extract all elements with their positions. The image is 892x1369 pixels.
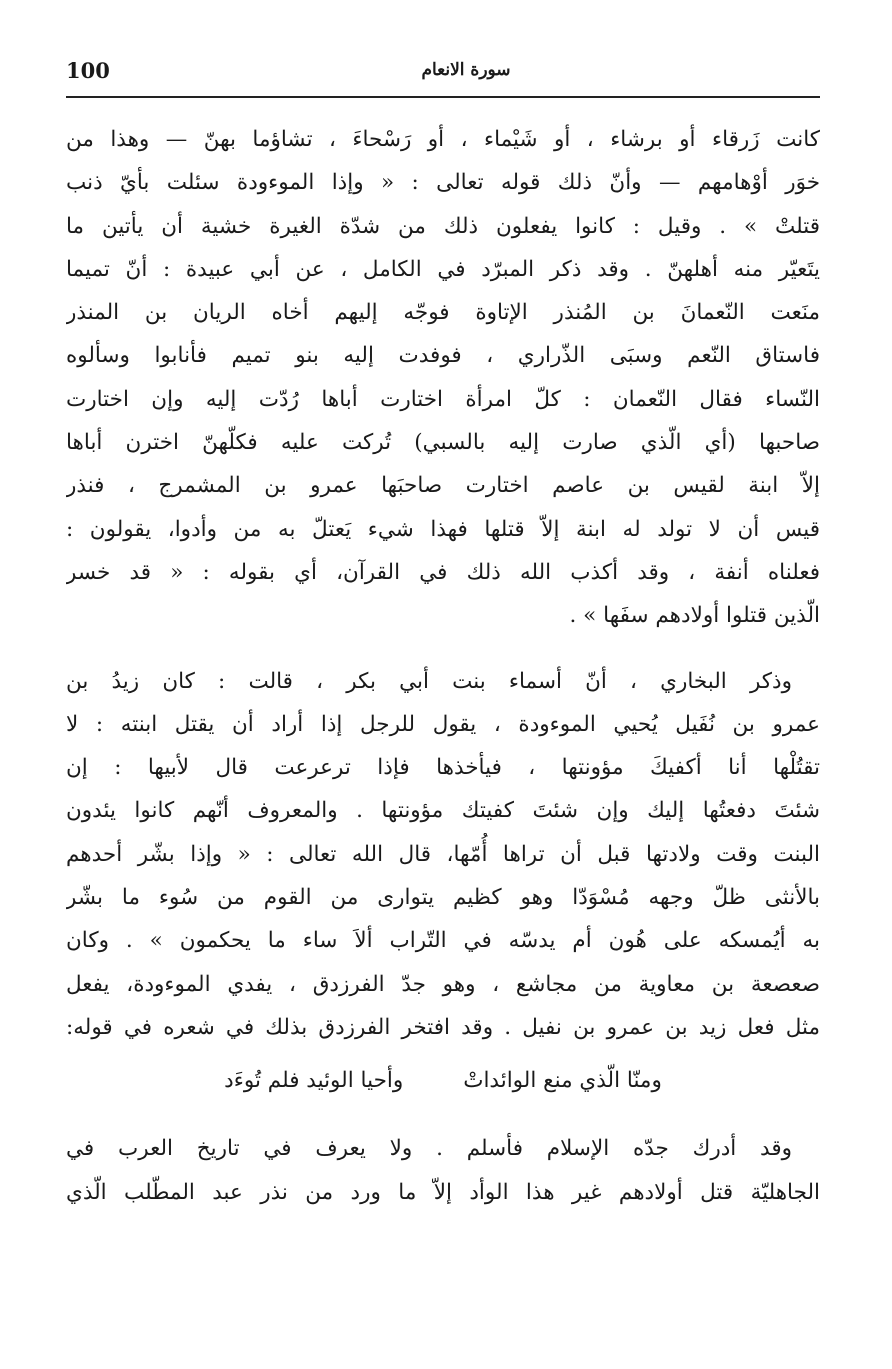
paragraph-spacer — [66, 1109, 820, 1127]
text-line: كانت زَرقاء أو برشاء ، أو شَيْماء ، أو رَسْحاءَ ، تشاؤما بهنّ — وهذا من — [66, 127, 820, 152]
text-line: خوَر أوْهامهم — وأنّ ذلك قوله تعالى : « وإذا الموءودة سئلت بأيّ ذنب — [66, 170, 820, 196]
paragraph-1 — [66, 118, 820, 638]
running-title: سورة الانعام — [421, 60, 511, 80]
text-line: تقتُلْها أنا أكفيكَ مؤونتها ، فيأخذها فإذا ترعرعت قال لأبيها : إن — [66, 755, 820, 781]
text-line: منَعت النّعمانَ بن المُنذر الإتاوة فوجّه إليهم أخاه الريان بن المنذر — [66, 300, 820, 326]
poetry-verse — [66, 1053, 820, 1109]
paragraph-2 — [66, 660, 820, 1050]
text-line: صاحبها (أي الّذي صارت إليه بالسبي) تُركت عليه فكلّهنّ اخترن أباها — [66, 430, 820, 456]
text-line: النّساء فقال النّعمان : كلّ امرأة اختارت أباها رُدّت إليه وإن اختارت — [66, 386, 820, 412]
text-line: قيس أن لا تولد له ابنة إلاّ قتلها فهذا شيء يَعتلّ به من وأدوا، يقولون : — [66, 516, 820, 542]
text-line: صعصعة بن معاوية من مجاشع ، وهو جدّ الفرزدق ، يفدي الموءودة، يفعل — [66, 971, 820, 997]
text-line: يتَعيّر منه أهلهنّ . وقد ذكر المبرّد في الكامل ، عن أبي عبيدة : أنّ تميما — [66, 256, 820, 282]
running-header — [66, 56, 820, 98]
text-line: مثل فعل زيد بن عمرو بن نفيل . وقد افتخر الفرزدق بذلك في شعره في قوله: — [66, 1014, 820, 1040]
text-line: وذكر البخاري ، أنّ أسماء بنت أبي بكر ، قالت : كان زيدُ بن — [66, 668, 792, 694]
paragraph-3 — [66, 1127, 820, 1214]
text-line: فعلناه أنفة ، وقد أكذب الله ذلك في القرآن، أي بقوله : « قد خسر — [66, 559, 820, 585]
text-line: إلاّ ابنة لقيس بن عاصم اختارت صاحبَها عمرو بن المشمرج ، فنذر — [66, 473, 820, 499]
text-line: به أيُمسكه على هُون أم يدسّه في التّراب ألاَ ساء ما يحكمون » . وكان — [66, 928, 820, 954]
text-line: قتلتْ » . وقيل : كانوا يفعلون ذلك من شدّة الغيرة خشية أن يأتين ما — [66, 213, 820, 239]
verse-hemistich-second: وأحيا الوئيد فلم تُوءَد — [224, 1068, 404, 1094]
verse-hemistich-first: ومنّا الّذي منع الوائداتْ — [463, 1068, 662, 1094]
text-line: عمرو بن نُفَيل يُحيي الموءودة ، يقول للرجل إذا أراد أن يقتل ابنته : لا — [66, 711, 820, 737]
page-number: 100 — [66, 58, 110, 83]
paragraph-spacer — [66, 638, 820, 660]
text-line: شئتَ دفعتُها إليك وإن شئتَ كفيتك مؤونتها . والمعروف أنّهم كانوا يئدون — [66, 798, 820, 824]
text-line: وقد أدرك جدّه الإسلام فأسلم . ولا يعرف في تاريخ العرب في — [66, 1136, 792, 1162]
text-line: البنت وقت ولادتها قبل أن تراها أُمّها، قال الله تعالى : « وإذا بشّر أحدهم — [66, 841, 820, 867]
text-line: الّذين قتلوا أولادهم سفَها » . — [569, 603, 820, 629]
body-text — [66, 118, 820, 1214]
text-line: فاستاق النّعم وسبَى الذّراري ، فوفدت إليه بنو تميم فأنابوا وسألوه — [66, 343, 820, 369]
text-line: الجاهليّة قتل أولادهم غير هذا الوأد إلاّ ما ورد من نذر عبد المطّلب الّذي — [66, 1179, 820, 1205]
text-line: بالأنثى ظلّ وجهه مُسْوَدّا وهو كظيم يتوارى من القوم من سُوء ما بشّر — [66, 885, 820, 911]
